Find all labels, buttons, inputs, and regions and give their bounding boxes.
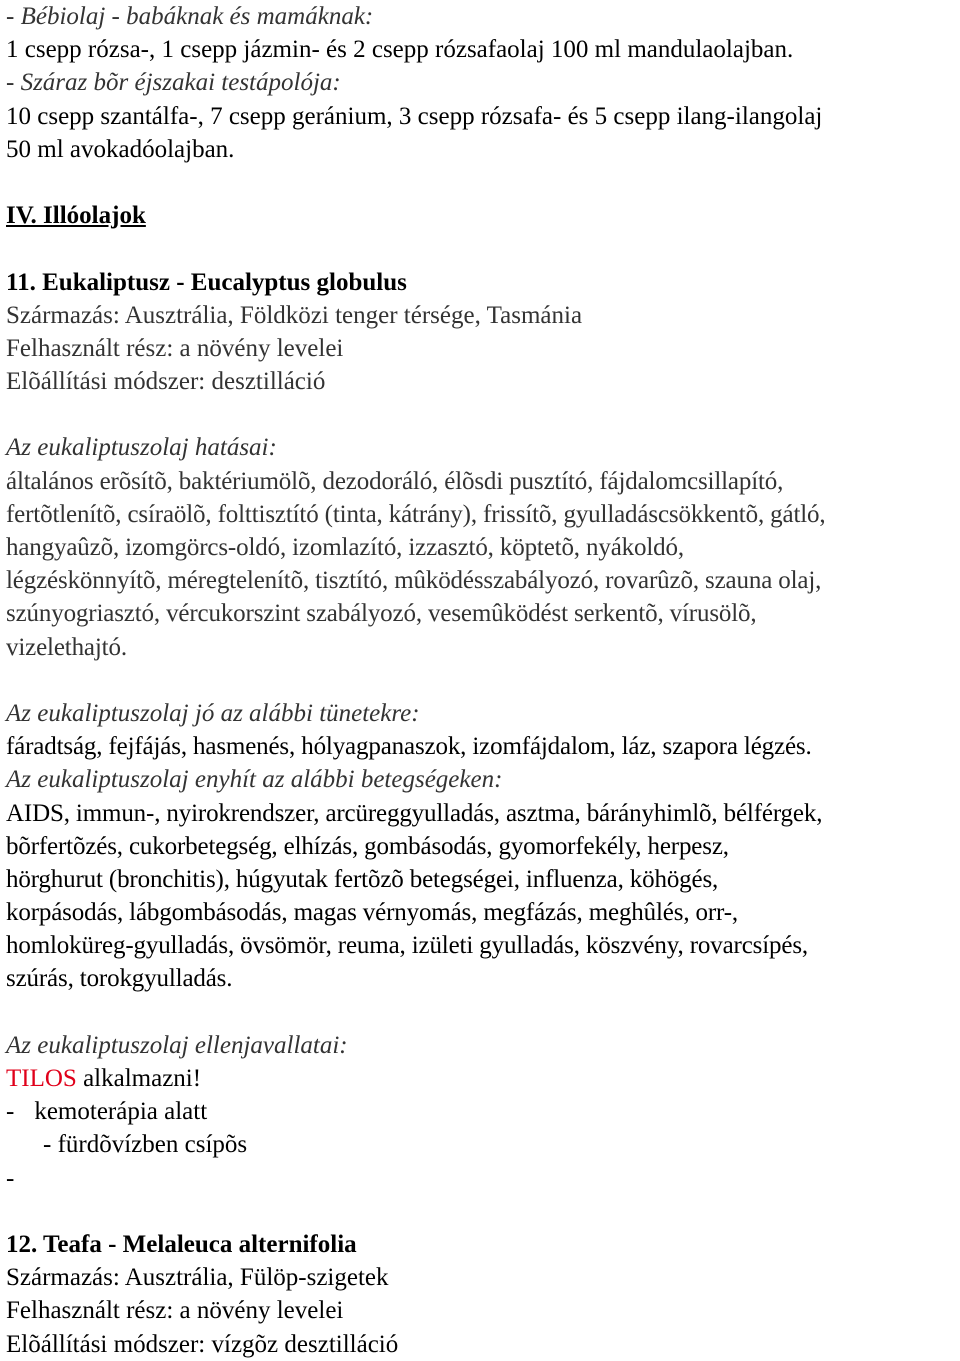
- recipe-1-text: 1 csepp rózsa-, 1 csepp jázmin- és 2 csepp rózsafaolaj 100 ml mandulaolajban.: [6, 36, 794, 64]
- eucalyptus-part-used: Felhasznált rész: a növény levelei: [6, 334, 344, 362]
- diseases-line: homloküreg-gyulladás, övsömör, reuma, izületi gyulladás, köszvény, rovarcsípés,: [6, 932, 808, 960]
- symptoms-text: fáradtság, fejfájás, hasmenés, hólyagpanaszok, izomfájdalom, láz, szapora légzés.: [6, 733, 812, 761]
- effects-line: légzéskönnyítõ, méregtelenítõ, tisztító, mûködésszabályozó, rovarûzõ, szauna olaj,: [6, 567, 822, 595]
- contraindication-item: - fürdõvízben csípõs: [43, 1131, 248, 1159]
- diseases-heading: Az eukaliptuszolaj enyhít az alábbi betegségeken:: [6, 766, 503, 794]
- diseases-line: korpásodás, lábgombásodás, magas vérnyomás, megfázás, meghûlés, orr-,: [6, 899, 738, 927]
- spacer: [6, 232, 956, 265]
- eucalyptus-origin: Származás: Ausztrália, Földközi tenger térsége, Tasmánia: [6, 301, 583, 329]
- teafa-origin: Származás: Ausztrália, Fülöp-szigetek: [6, 1264, 389, 1292]
- recipe-2-text-line-1: 10 csepp szantálfa-, 7 csepp geránium, 3 csepp rózsafa- és 5 csepp ilang-ilangolaj: [6, 102, 823, 130]
- effects-line: szúnyogriasztó, vércukorszint szabályozó, vesemûködést serkentõ, vírusölõ,: [6, 600, 757, 628]
- tilos-warning-word: TILOS: [6, 1065, 77, 1092]
- effects-line: vizelethajtó.: [6, 633, 127, 661]
- contraindications-heading: Az eukaliptuszolaj ellenjavallatai:: [6, 1031, 348, 1059]
- spacer: [6, 1195, 956, 1228]
- recipe-2-title: - Száraz bõr éjszakai testápolója:: [6, 69, 341, 97]
- spacer: [6, 996, 956, 1029]
- teafa-method: Elõállítási módszer: vízgõz desztilláció: [6, 1330, 399, 1358]
- diseases-line: bõrfertõzés, cukorbetegség, elhízás, gombásodás, gyomorfekély, herpesz,: [6, 832, 729, 860]
- effects-line: hangyaûzõ, izomgörcs-oldó, izomlazító, izzasztó, köptetõ, nyákoldó,: [6, 534, 684, 561]
- recipe-2-text-line-2: 50 ml avokadóolajban.: [6, 135, 235, 163]
- diseases-line: szúrás, torokgyulladás.: [6, 965, 233, 993]
- spacer: [6, 166, 956, 199]
- document-page: [6, 0, 956, 1361]
- effects-heading: Az eukaliptuszolaj hatásai:: [6, 434, 277, 462]
- eucalyptus-title: 11. Eukaliptusz - Eucalyptus globulus: [6, 268, 407, 296]
- effects-line: fertõtlenítõ, csíraölõ, folttisztító (tinta, kátrány), frissítõ, gyulladáscsökkentõ, gátló,: [6, 500, 826, 528]
- contraindication-item-empty: -: [6, 1164, 15, 1192]
- diseases-line: hörghurut (bronchitis), húgyutak fertõzõ betegségei, influenza, köhögés,: [6, 865, 719, 893]
- teafa-title: 12. Teafa - Melaleuca alternifolia: [6, 1230, 357, 1258]
- eucalyptus-method: Elõállítási módszer: desztilláció: [6, 368, 326, 396]
- warning-rest: alkalmazni!: [76, 1065, 202, 1092]
- diseases-line: AIDS, immun-, nyirokrendszer, arcüreggyulladás, asztma, bárányhimlõ, bélférgek,: [6, 799, 823, 827]
- spacer: [6, 664, 956, 697]
- teafa-part-used: Felhasznált rész: a növény levelei: [6, 1297, 344, 1325]
- section-heading: IV. Illóolajok: [6, 202, 146, 230]
- effects-line: általános erõsítõ, baktériumölõ, dezodoráló, élõsdi pusztító, fájdalomcsillapító,: [6, 467, 784, 495]
- spacer: [6, 398, 956, 431]
- contraindication-item: [6, 1095, 956, 1128]
- symptoms-heading: Az eukaliptuszolaj jó az alábbi tünetekre:: [6, 699, 420, 727]
- contraindication-text: kemoterápia alatt: [34, 1098, 208, 1126]
- list-dash: -: [6, 1098, 15, 1126]
- recipe-1-title: - Bébiolaj - babáknak és mamáknak:: [6, 3, 374, 30]
- contraindications-warning: [6, 1062, 956, 1095]
